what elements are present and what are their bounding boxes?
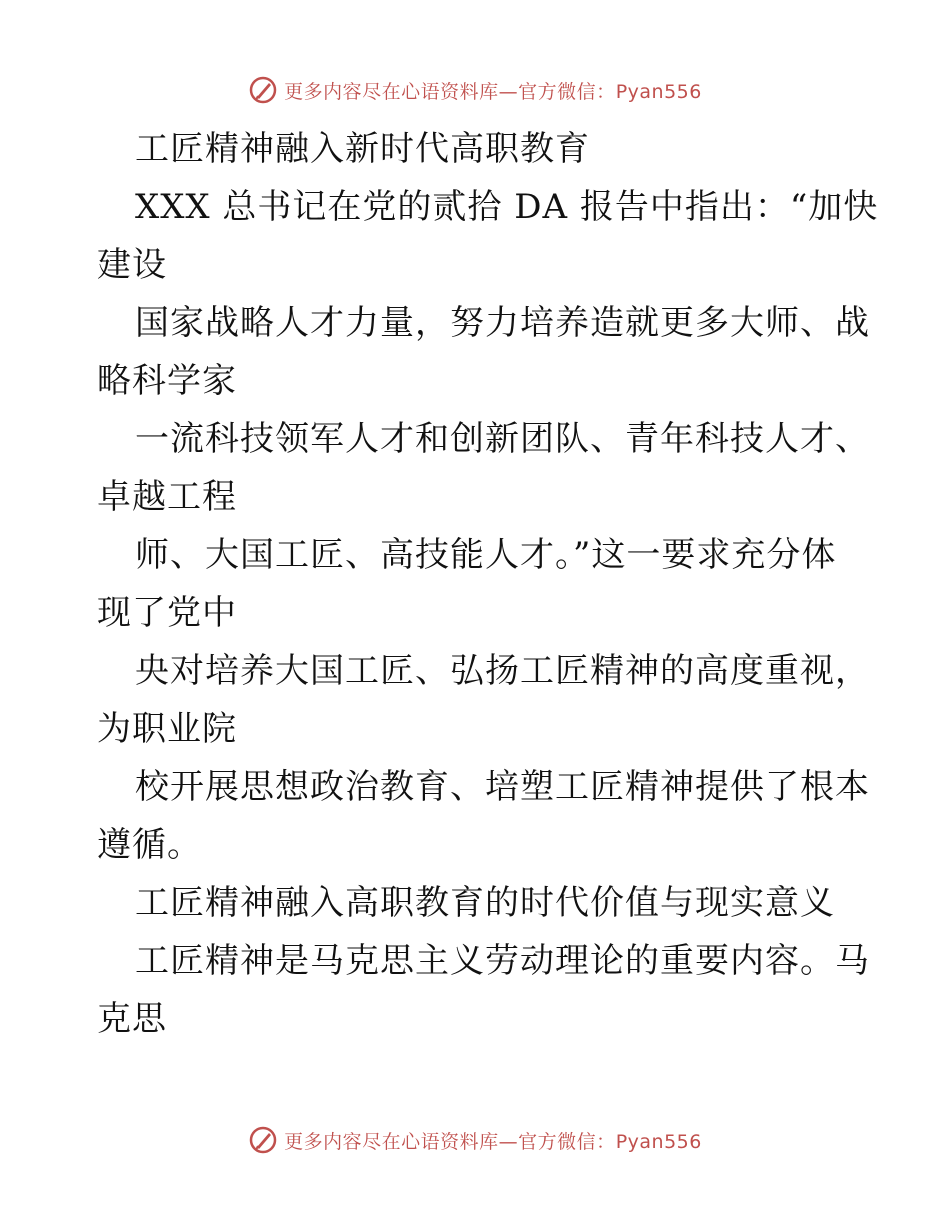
document-line: 工匠精神融入高职教育的时代价值与现实意义 [135,883,835,923]
document-line: 略科学家 [97,361,237,401]
quill-pen-logo-icon [248,1125,278,1155]
watermark-wechat-id: Pyan556 [615,80,702,103]
document-line: 一流科技领军人才和创新团队、青年科技人才、 [135,419,870,459]
document-line: 央对培养大国工匠、弘扬工匠精神的高度重视， [135,651,870,691]
document-line: 校开展思想政治教育、培塑工匠精神提供了根本 [135,767,870,807]
document-body [97,120,879,1048]
document-line: 为职业院 [97,709,237,749]
watermark-wechat-label: 官方微信： [518,1130,616,1153]
document-line: 现了党中 [97,593,237,633]
watermark-main-text: 更多内容尽在心语资料库 [284,1130,499,1153]
watermark-dash: — [498,80,519,103]
document-line: 卓越工程 [97,477,237,517]
quill-pen-logo-icon [248,75,278,105]
header-watermark [0,72,950,108]
watermark-wechat-id: Pyan556 [615,1130,702,1153]
footer-watermark [0,1122,950,1158]
watermark-text [284,77,702,104]
document-line: 国家战略人才力量，努力培养造就更多大师、战 [135,303,870,343]
watermark-wechat-label: 官方微信： [518,80,616,103]
document-line: 克思 [97,999,167,1039]
watermark-main-text: 更多内容尽在心语资料库 [284,80,499,103]
watermark-dash: — [498,1130,519,1153]
document-line: 遵循。 [97,825,202,865]
document-line: XXX 总书记在党的贰拾 DA 报告中指出：“加快 [135,187,879,227]
document-line: 工匠精神是马克思主义劳动理论的重要内容。马 [135,941,870,981]
document-line: 师、大国工匠、高技能人才。”这一要求充分体 [135,535,837,575]
watermark-text [284,1127,702,1154]
document-line: 工匠精神融入新时代高职教育 [135,129,590,169]
document-line: 建设 [97,245,167,285]
